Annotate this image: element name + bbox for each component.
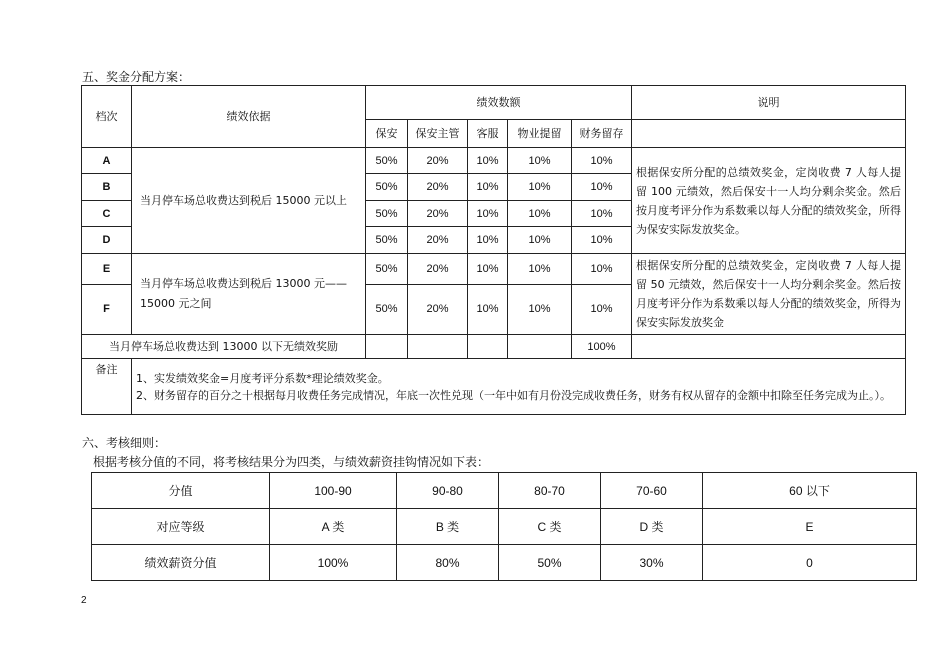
cell: 20% bbox=[408, 174, 468, 201]
desc-2: 根据保安所分配的总绩效奖金，定岗收费 7 人每人提留 50 元绩效，然后保安十一人均分剩余奖金。然后按月度考评分作为系数乘以每人分配的绩效奖金，所得为保安实际发放奖金 bbox=[632, 254, 906, 335]
cell: 10% bbox=[572, 148, 632, 174]
subhead-empty bbox=[632, 120, 906, 148]
head-desc: 说明 bbox=[632, 86, 906, 120]
cell: 50% bbox=[499, 545, 601, 581]
cell: 10% bbox=[508, 227, 572, 254]
subhead-customer-service: 客服 bbox=[468, 120, 508, 148]
desc-1: 根据保安所分配的总绩效奖金，定岗收费 7 人每人提留 100 元绩效，然后保安十一人均分剩余奖金。然后按月度考评分作为系数乘以每人分配的绩效奖金，所得为保安实际发放奖金。 bbox=[632, 148, 906, 254]
cell: 0 bbox=[703, 545, 917, 581]
assessment-table bbox=[91, 472, 917, 581]
cell: 20% bbox=[408, 227, 468, 254]
level-e: E bbox=[82, 254, 132, 285]
cell: 70-60 bbox=[601, 473, 703, 509]
last-row-value: 100% bbox=[572, 335, 632, 359]
level-a: A bbox=[82, 148, 132, 174]
cell bbox=[468, 335, 508, 359]
cell: 10% bbox=[508, 201, 572, 227]
cell: 20% bbox=[408, 284, 468, 334]
cell: D 类 bbox=[601, 509, 703, 545]
level-c: C bbox=[82, 201, 132, 227]
cell: 80% bbox=[397, 545, 499, 581]
cell: 10% bbox=[572, 174, 632, 201]
cell: 10% bbox=[468, 148, 508, 174]
subhead-guard: 保安 bbox=[366, 120, 408, 148]
cell: 50% bbox=[366, 201, 408, 227]
cell: 50% bbox=[366, 284, 408, 334]
basis-1: 当月停车场总收费达到税后 15000 元以上 bbox=[132, 148, 366, 254]
cell: 10% bbox=[508, 254, 572, 285]
cell: 50% bbox=[366, 227, 408, 254]
cell: 20% bbox=[408, 148, 468, 174]
cell: 60 以下 bbox=[703, 473, 917, 509]
cell bbox=[366, 335, 408, 359]
cell: E bbox=[703, 509, 917, 545]
cell: 10% bbox=[508, 284, 572, 334]
head-amount: 绩效数额 bbox=[366, 86, 632, 120]
note-line-1: 1、实发绩效奖金=月度考评分系数*理论绩效奖金。 bbox=[136, 371, 389, 385]
bonus-distribution-table bbox=[81, 85, 906, 415]
row-label-grade: 对应等级 bbox=[92, 509, 270, 545]
section5-title: 五、奖金分配方案： bbox=[82, 70, 191, 84]
cell: 20% bbox=[408, 254, 468, 285]
level-f: F bbox=[82, 284, 132, 334]
row-label-score: 分值 bbox=[92, 473, 270, 509]
basis-2: 当月停车场总收费达到税后 13000 元——15000 元之间 bbox=[132, 254, 366, 335]
cell: 100-90 bbox=[270, 473, 397, 509]
cell: 80-70 bbox=[499, 473, 601, 509]
cell: 50% bbox=[366, 254, 408, 285]
cell: 100% bbox=[270, 545, 397, 581]
cell: 30% bbox=[601, 545, 703, 581]
cell bbox=[408, 335, 468, 359]
cell: 10% bbox=[572, 284, 632, 334]
cell: 10% bbox=[508, 174, 572, 201]
note-content bbox=[132, 359, 906, 415]
note-line-2: 2、财务留存的百分之十根据每月收费任务完成情况，年底一次性兑现（一年中如有月份没完成收费任务，财务有权从留存的金额中扣除至任务完成为止。）。 bbox=[136, 388, 891, 402]
page-number: 2 bbox=[81, 595, 87, 606]
cell: 10% bbox=[572, 254, 632, 285]
cell: 10% bbox=[572, 201, 632, 227]
head-grade: 档次 bbox=[82, 86, 132, 148]
cell: 50% bbox=[366, 174, 408, 201]
cell: 90-80 bbox=[397, 473, 499, 509]
head-basis: 绩效依据 bbox=[132, 86, 366, 148]
subhead-finance-retention: 财务留存 bbox=[572, 120, 632, 148]
cell: 10% bbox=[572, 227, 632, 254]
cell bbox=[508, 335, 572, 359]
cell: 10% bbox=[508, 148, 572, 174]
cell: 50% bbox=[366, 148, 408, 174]
cell: A 类 bbox=[270, 509, 397, 545]
cell: 10% bbox=[468, 284, 508, 334]
level-b: B bbox=[82, 174, 132, 201]
cell: 10% bbox=[468, 174, 508, 201]
cell: 10% bbox=[468, 227, 508, 254]
cell: 10% bbox=[468, 201, 508, 227]
cell bbox=[632, 335, 906, 359]
cell: 20% bbox=[408, 201, 468, 227]
cell: 10% bbox=[468, 254, 508, 285]
subhead-guard-supervisor: 保安主管 bbox=[408, 120, 468, 148]
level-d: D bbox=[82, 227, 132, 254]
cell: B 类 bbox=[397, 509, 499, 545]
subhead-property-retention: 物业提留 bbox=[508, 120, 572, 148]
section6-title: 六、考核细则： bbox=[82, 436, 167, 450]
last-row-label: 当月停车场总收费达到 13000 以下无绩效奖励 bbox=[82, 335, 366, 359]
cell: C 类 bbox=[499, 509, 601, 545]
section6-intro: 根据考核分值的不同，将考核结果分为四类，与绩效薪资挂钩情况如下表： bbox=[93, 455, 490, 469]
row-label-pay: 绩效薪资分值 bbox=[92, 545, 270, 581]
note-label: 备注 bbox=[82, 359, 132, 415]
